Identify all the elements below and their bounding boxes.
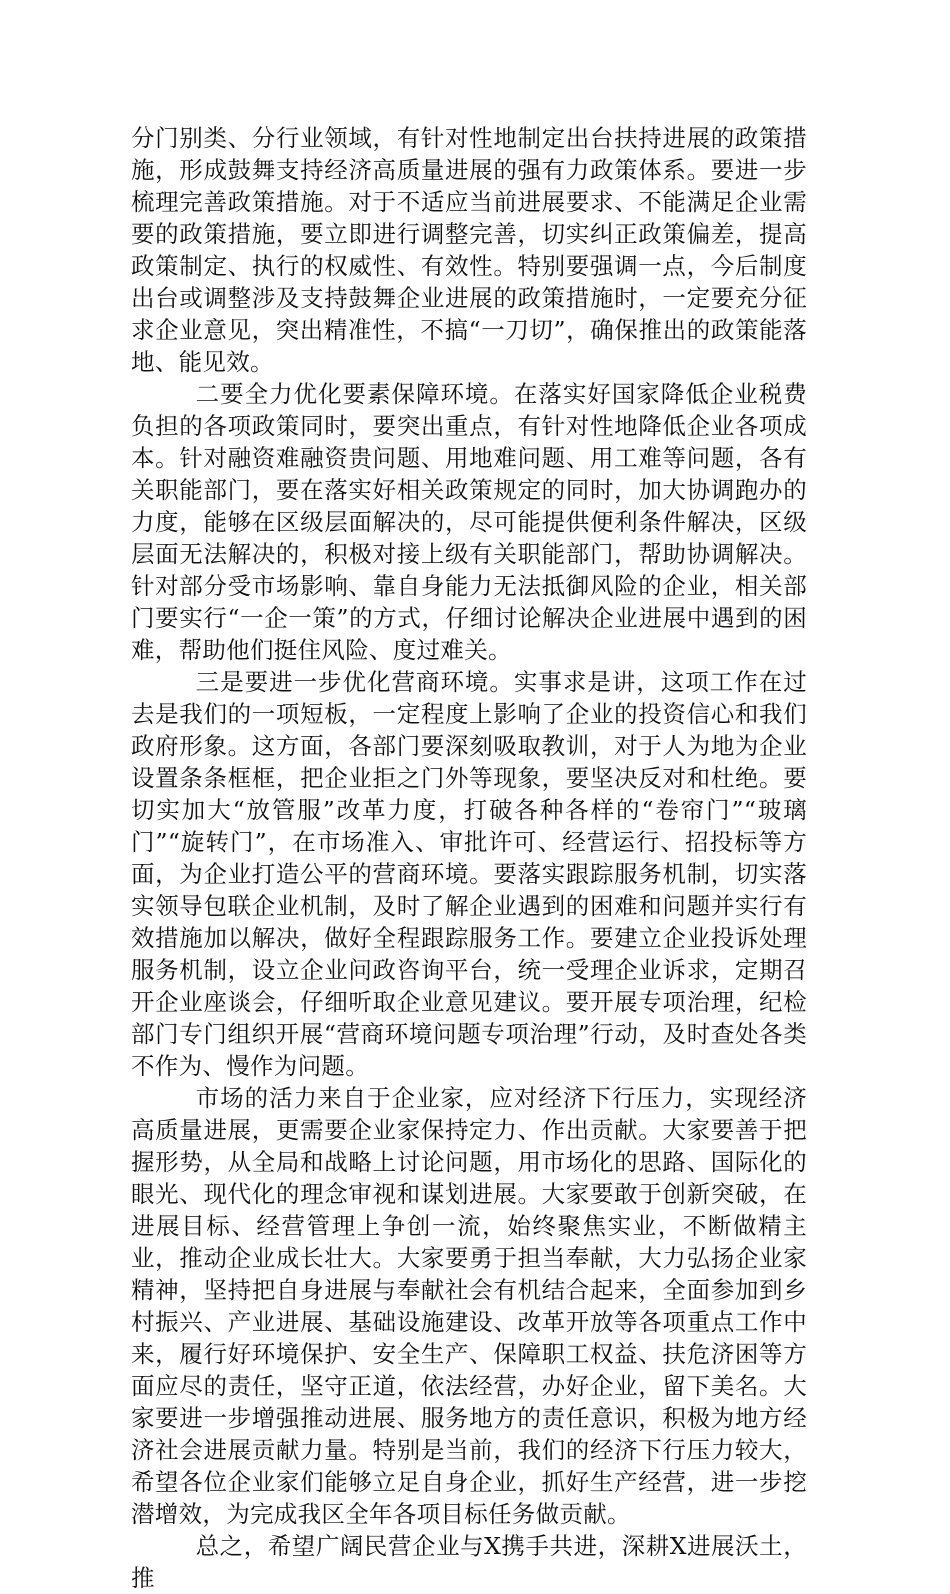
paragraph-entrepreneurs: 市场的活力来自于企业家，应对经济下行压力，实现经济高质量进展，更需要企业家保持定力、作出贡献。大家要善于把握形势，从全局和战略上讨论问题，用市场化的思路、国际化的眼光、现代化的理念审视和谋划进展。大家要敢于创新突破，在进展目标、经营管理上争创一流，始终聚焦实业，不断做精主业，推动企业成长壮大。大家要勇于担当奉献，大力弘扬企业家精神，坚持把自身进展与奉献社会有机结合起来，全面参加到乡村振兴、产业进展、基础设施建设、改革开放等各项重点工作中来，履行好环境保护、安全生产、保障职工权益、扶危济困等方面应尽的责任，坚守正道，依法经营，办好企业，留下美名。大家要进一步增强推动进展、服务地方的责任意识，积极为地方经济社会进展贡献力量。特别是当前，我们的经济下行压力较大，希望各位企业家们能够立足自身企业，抓好生产经营，进一步挖潜增效，为完成我区全年各项目标任务做贡献。: [131, 1084, 807, 1528]
paragraph-business-environment: 三是要进一步优化营商环境。实事求是讲，这项工作在过去是我们的一项短板，一定程度上影响了企业的投资信心和我们政府形象。这方面，各部门要深刻吸取教训，对于人为地为企业设置条条框框，把企业拒之门外等现象，要坚决反对和杜绝。要切实加大“放管服”改革力度，打破各种各样的“卷帘门”“玻璃门”“旋转门”，在市场准入、审批许可、经营运行、招投标等方面，为企业打造公平的营商环境。要落实跟踪服务机制，切实落实领导包联企业机制，及时了解企业遇到的困难和问题并实行有效措施加以解决，做好全程跟踪服务工作。要建立企业投诉处理服务机制，设立企业问政咨询平台，统一受理企业诉求，定期召开企业座谈会，仔细听取企业意见建议。要开展专项治理，纪检部门专门组织开展“营商环境问题专项治理”行动，及时查处各类不作为、慢作为问题。: [131, 668, 807, 1080]
document-page: [131, 122, 807, 1594]
paragraph-policy-measures: 分门别类、分行业领域，有针对性地制定出台扶持进展的政策措施，形成鼓舞支持经济高质量进展的强有力政策体系。要进一步梳理完善政策措施。对于不适应当前进展要求、不能满足企业需要的政策措施，要立即进行调整完善，切实纠正政策偏差，提高政策制定、执行的权威性、有效性。特别要强调一点，今后制度出台或调整涉及支持鼓舞企业进展的政策措施时，一定要充分征求企业意见，突出精准性，不搞“一刀切”，确保推出的政策能落地、能见效。: [131, 124, 807, 376]
paragraph-factor-guarantee: 二要全力优化要素保障环境。在落实好国家降低企业税费负担的各项政策同时，要突出重点，有针对性地降低企业各项成本。针对融资难融资贵问题、用地难问题、用工难等问题，各有关职能部门，要在落实好相关政策规定的同时，加大协调跑办的力度，能够在区级层面解决的，尽可能提供便利条件解决，区级层面无法解决的，积极对接上级有关职能部门，帮助协调解决。针对部分受市场影响、靠自身能力无法抵御风险的企业，相关部门要实行“一企一策”的方式，仔细讨论解决企业进展中遇到的困难，帮助他们挺住风险、度过难关。: [131, 380, 807, 664]
paragraph-conclusion: 总之，希望广阔民营企业与X携手共进，深耕X进展沃土，推: [131, 1532, 807, 1592]
